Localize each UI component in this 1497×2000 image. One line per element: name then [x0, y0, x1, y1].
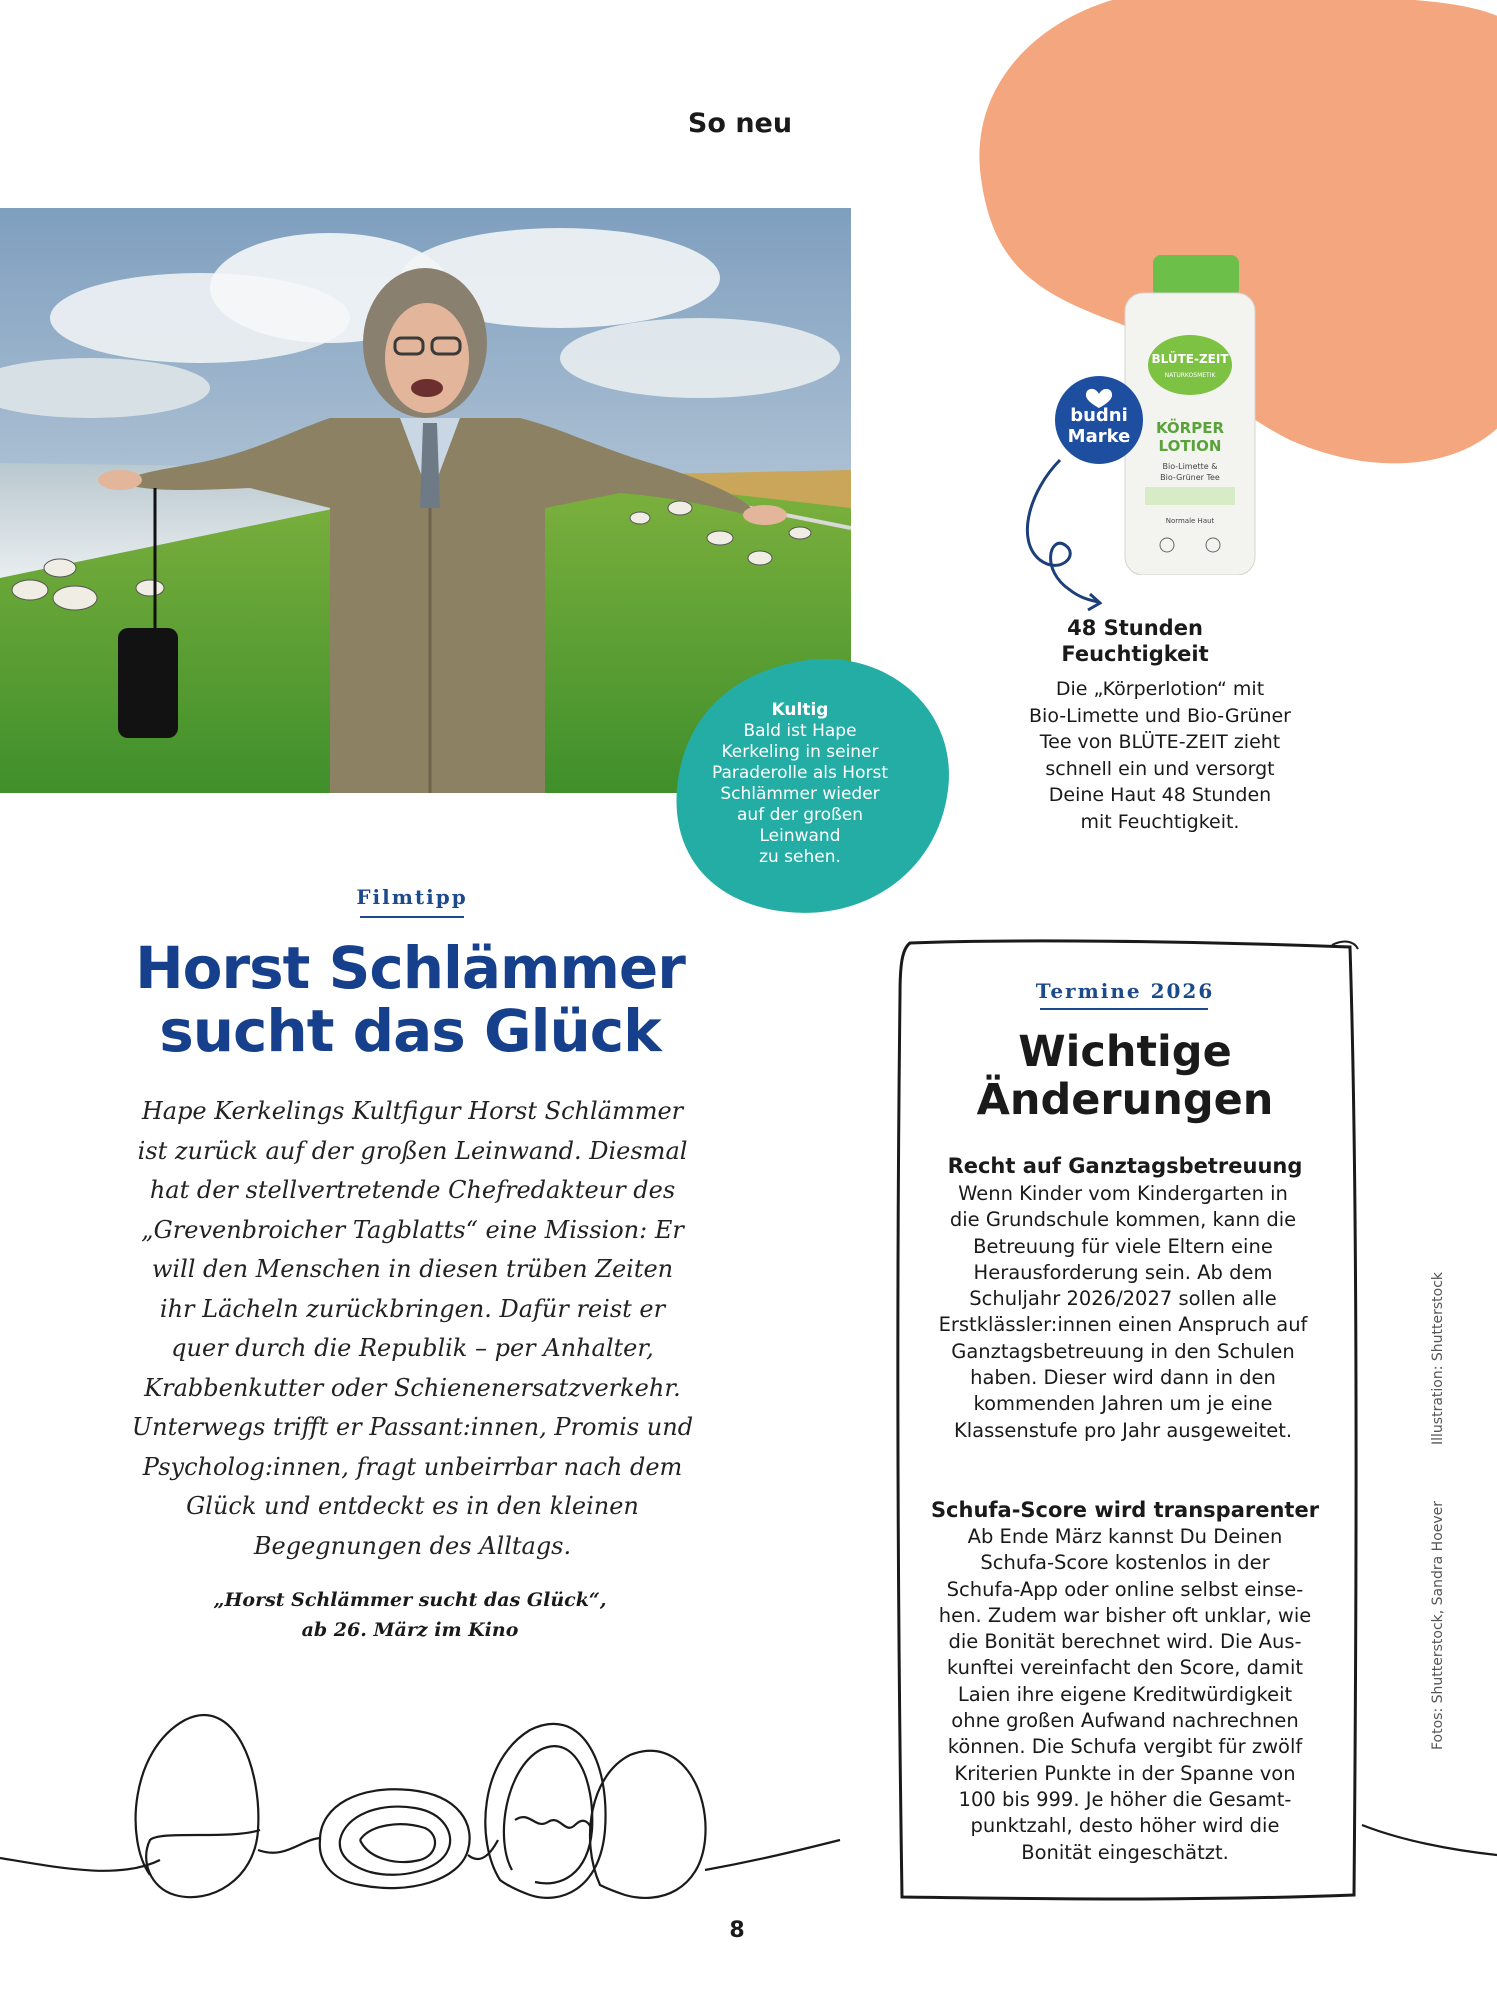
film-body-line: Hape Kerkelings Kultfigur Horst Schlämmer [141, 1097, 684, 1125]
film-headline-line: Horst Schlämmer [135, 934, 685, 1002]
product-body-line: mit Feuchtigkeit. [1080, 810, 1240, 833]
body-line: Betreuung für viele Eltern eine [973, 1234, 1273, 1258]
product-body-line: Die „Körperlotion“ mit [1055, 678, 1265, 700]
film-body-line: Krabbenkutter oder Schienenersatzverkehr. [144, 1373, 681, 1402]
photo-caption [700, 700, 900, 868]
body-line: Ganztagsbetreuung in den Schulen [951, 1339, 1295, 1363]
product-body-line: Bio-Limette und Bio-Grüner [1029, 704, 1291, 727]
badge-line: budni [1070, 405, 1128, 426]
product-description [1010, 676, 1310, 835]
bottle-name-line: KÖRPER [1155, 419, 1225, 437]
caption-line: auf der großen [737, 805, 863, 825]
box-headline-line: Änderungen [976, 1075, 1274, 1125]
film-body-line: ihr Lächeln zurückbringen. Dafür reist er [159, 1294, 666, 1323]
bottle-variant-line: Bio-Limette & [1162, 462, 1218, 471]
caption-line: Bald ist Hape [743, 721, 857, 741]
illustration-credit: Illustration: Shutterstock [1430, 1271, 1446, 1445]
caption-title: Kultig [771, 700, 829, 720]
film-kicker: Filmtipp [356, 885, 468, 909]
film-credit [150, 1585, 670, 1645]
box-headline [930, 1028, 1320, 1124]
box-kicker: Termine 2026 [1035, 979, 1215, 1003]
film-body-line: will den Menschen in diesen trüben Zeiten [151, 1255, 674, 1283]
section-title: So neu [687, 108, 793, 139]
product-body-line: Deine Haut 48 Stunden [1048, 784, 1272, 806]
photo-credit: Fotos: Shutterstock, Sandra Hoever [1430, 1500, 1446, 1750]
caption-line: Paraderolle als Horst [712, 763, 888, 783]
body-line: haben. Dieser wird dann in den [970, 1366, 1276, 1390]
badge-line: Marke [1067, 426, 1131, 447]
egg-line-illustration [0, 1690, 1497, 1920]
body-line: können. Die Schufa vergibt für zwölf [947, 1735, 1303, 1759]
body-line: Schufa-App oder online selbst einse- [946, 1577, 1304, 1601]
film-body-line: Begegnungen des Alltags. [253, 1531, 572, 1560]
kicker-underline [360, 916, 464, 918]
bottle-brand-sub: NATURKOSMETIK [1164, 372, 1216, 379]
section-heading-ganztag: Recht auf Ganztagsbetreuung [947, 1154, 1303, 1178]
page-number: 8 [729, 1918, 745, 1943]
body-line: kommenden Jahren um je eine [973, 1392, 1273, 1416]
body-line: ohne großen Aufwand nachrechnen [951, 1709, 1299, 1733]
body-line: Laien ihre eigene Kreditwürdigkeit [957, 1682, 1293, 1706]
film-body-line: ist zurück auf der großen Leinwand. Diesmal [137, 1136, 688, 1165]
curly-arrow-icon [1020, 450, 1130, 620]
body-line: die Bonität berechnet wird. Die Aus- [948, 1630, 1302, 1654]
caption-line: Kerkeling in seiner [721, 742, 879, 762]
film-body-line: Psycholog:innen, fragt unbeirrbar nach dem [142, 1452, 683, 1481]
film-body-line: Unterwegs trifft er Passant:innen, Promis und [131, 1413, 694, 1441]
box-kicker-underline [1040, 1008, 1208, 1010]
film-body-line: Glück und entdeckt es in den kleinen [186, 1492, 639, 1520]
body-line: punktzahl, desto höher wird die [970, 1814, 1280, 1838]
box-headline-line: Wichtige [1018, 1027, 1232, 1077]
caption-line: Leinwand [759, 826, 841, 846]
body-line: Schuljahr 2026/2027 sollen alle [969, 1287, 1277, 1311]
bottle-brand: BLÜTE-ZEIT [1151, 352, 1229, 366]
body-line: 100 bis 999. Je höher die Gesamt- [958, 1787, 1292, 1811]
body-line: Herausforderung sein. Ab dem [973, 1260, 1273, 1284]
product-body-line: Tee von BLÜTE-ZEIT zieht [1039, 731, 1281, 753]
body-line: Schufa-Score kostenlos in der [980, 1551, 1270, 1575]
product-title-line: Feuchtigkeit [1061, 642, 1209, 666]
body-line: Erstklässler:innen einen Anspruch auf [938, 1313, 1308, 1337]
brand-badge-label [1053, 405, 1145, 447]
body-line: Bonität eingeschätzt. [1021, 1840, 1229, 1864]
product-title [1010, 615, 1260, 667]
film-headline [100, 934, 720, 1065]
section-body-ganztag [922, 1181, 1324, 1444]
film-credit-line: „Horst Schlämmer sucht das Glück“, [213, 1589, 607, 1611]
film-body-line: quer durch die Republik – per Anhalter, [171, 1334, 654, 1362]
film-body-text [100, 1092, 725, 1566]
film-credit-line: ab 26. März im Kino [301, 1619, 519, 1641]
body-line: Ab Ende März kannst Du Deinen [967, 1525, 1283, 1548]
film-body-line: „Grevenbroicher Tagblatts“ eine Mission: Er [141, 1215, 684, 1244]
body-line: kunftei vereinfacht den Score, damit [946, 1656, 1304, 1680]
film-body-line: hat der stellvertretende Chefredakteur des [149, 1176, 676, 1204]
film-headline-line: sucht das Glück [159, 997, 661, 1065]
product-body-line: schnell ein und versorgt [1045, 757, 1275, 780]
body-line: hen. Zudem war bisher oft unklar, wie [938, 1603, 1312, 1627]
caption-line: Schlämmer wieder [720, 784, 880, 804]
product-title-line: 48 Stunden [1067, 616, 1203, 640]
caption-line: zu sehen. [759, 847, 841, 867]
body-line: die Grundschule kommen, kann die [949, 1208, 1297, 1232]
body-line: Klassenstufe pro Jahr ausgeweitet. [953, 1418, 1293, 1442]
section-heading-schufa: Schufa-Score wird transparenter [930, 1498, 1320, 1522]
bottle-variant-line: Bio-Grüner Tee [1160, 473, 1220, 482]
bottle-skin: Normale Haut [1165, 517, 1215, 525]
bottle-name-line: LOTION [1158, 437, 1222, 455]
body-line: Wenn Kinder vom Kindergarten in [958, 1182, 1288, 1205]
body-line: Kriterien Punkte in der Spanne von [954, 1761, 1296, 1785]
